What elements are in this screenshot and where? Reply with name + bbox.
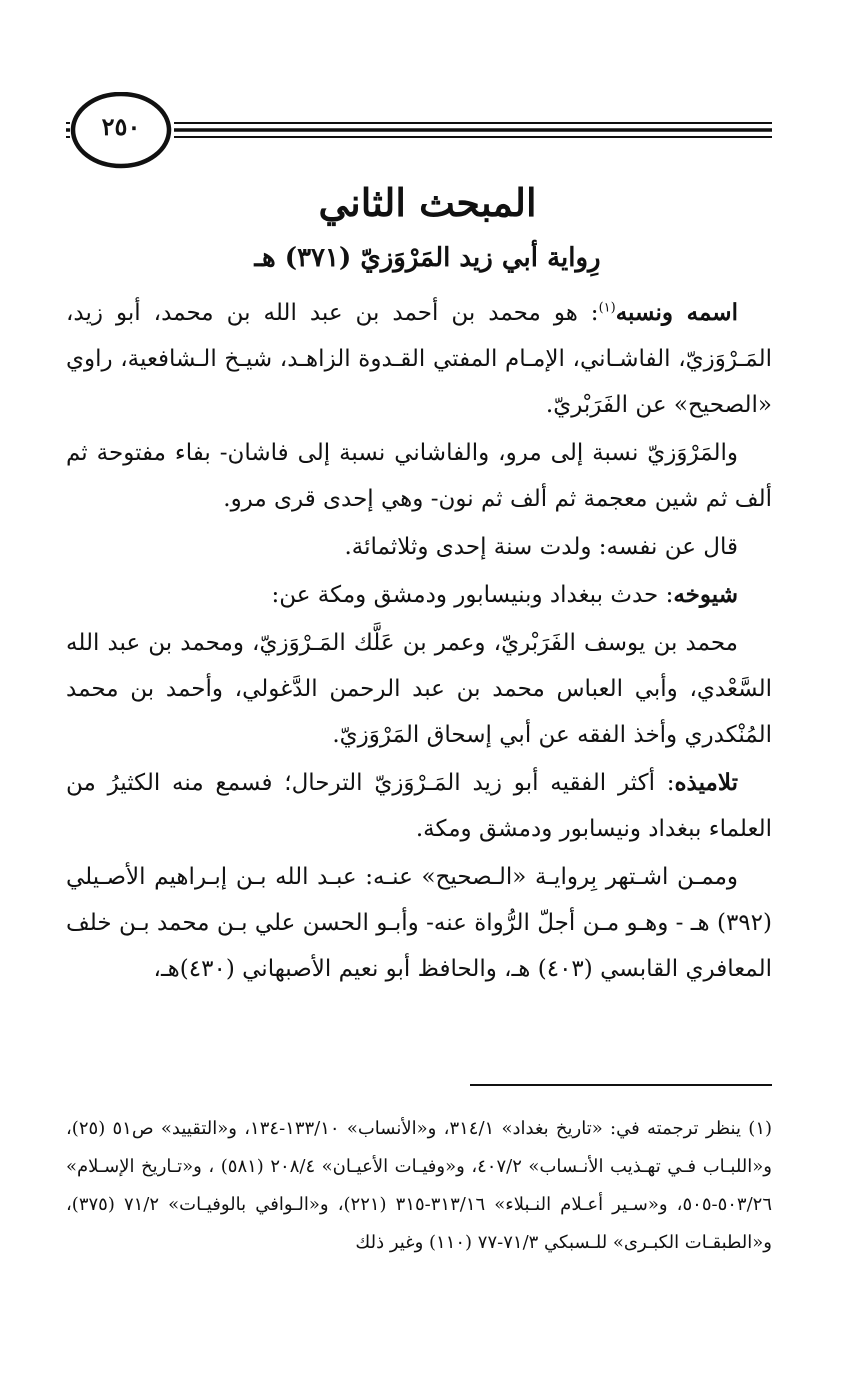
- paragraph: [66, 760, 772, 852]
- paragraph-lead: تلاميذه: [674, 769, 738, 796]
- paragraph: [66, 620, 772, 758]
- paragraph-text: وممـن اشـتهر بِروايـة «الـصحيح» عنـه: عبـد الله بـن إبـراهيم الأصـيلي (٣٩٢) هـ - وهـو مـن أجلّ الرُّواة عنه- وأبـو الحسن علي بـن محمد بـن خلف المعافري القابسي (٤٠٣) هـ، والحافظ أبو نعيم الأصبهاني (٤٣٠)هـ،: [66, 864, 772, 982]
- paragraph-text: والمَرْوَزيّ نسبة إلى مرو، والفاشاني نسبة إلى فاشان- بفاء مفتوحة ثم ألف ثم شين معجمة ثم ألف ثم نون- وهي إحدى قرى مرو.: [66, 440, 772, 512]
- paragraph-lead: اسمه ونسبه: [615, 299, 738, 326]
- section-subtitle: رِواية أبي زيد المَرْوَزيّ (٣٧١) هـ: [254, 243, 601, 273]
- paragraph: [66, 290, 772, 428]
- section-title: المبحث الثاني: [318, 180, 537, 225]
- paragraph: [66, 430, 772, 522]
- page-header: [66, 92, 772, 172]
- paragraph-text: : أكثر الفقيه أبو زيد المَـرْوَزيّ الترحال؛ فسمع منه الكثيرُ من العلماء ببغداد ونيسابور ودمشق ومكة.: [66, 770, 772, 842]
- footnote-divider: [470, 1084, 772, 1086]
- main-text: [66, 290, 772, 994]
- paragraph-text: : حدث ببغداد وبنيسابور ودمشق ومكة عن:: [271, 582, 674, 608]
- footnote-mark: (١): [598, 300, 616, 316]
- paragraph: [66, 572, 772, 618]
- paragraph-text: قال عن نفسه: ولدت سنة إحدى وثلاثمائة.: [344, 534, 738, 560]
- paragraph-text: : هو محمد بن أحمد بن عبد الله بن محمد، أبو زيد، المَـرْوَزيّ، الفاشـاني، الإمـام المفتي القـدوة الزاهـد، شيـخ الـشافعية، راوي «الصحيح» عن الفَرَبْريّ.: [66, 300, 772, 418]
- paragraph-text: محمد بن يوسف الفَرَبْريّ، وعمر بن عَلَّك المَـرْوَزيّ، ومحمد بن عبد الله السَّعْدي، وأبي العباس محمد بن عبد الرحمن الدَّغولي، وأحمد بن محمد المُنْكدري وأخذ الفقه عن أبي إسحاق المَرْوَزيّ.: [66, 630, 772, 748]
- paragraph: [66, 854, 772, 992]
- footnote: (١) ينظر ترجمته في: «تاريخ بغداد» ٣١٤/١، و«الأنساب» ١٣٣/١٠-١٣٤، و«التقييد» ص٥١ (٢٥)، و«اللبـاب فـي تهـذيب الأنـساب» ٤٠٧/٢، و«وفيـات الأعيـان» ٢٠٨/٤ (٥٨١) ، و«تـاريخ الإسـلام» ٥٠٣/٢٦-٥٠٥، و«سـير أعـلام النـبلاء» ٣١٣/١٦-٣١٥ (٢٢١)، و«الـوافي بالوفيـات» ٧١/٢ (٣٧٥)، و«الطبقـات الكبـرى» للـسبكي ٧١/٣-٧٧ (١١٠) وغير ذلك: [66, 1118, 773, 1253]
- paragraph: [66, 524, 772, 570]
- paragraph-lead: شيوخه: [673, 581, 738, 608]
- footnotes: [66, 1110, 772, 1262]
- page-number: ٢٥٠: [101, 112, 141, 141]
